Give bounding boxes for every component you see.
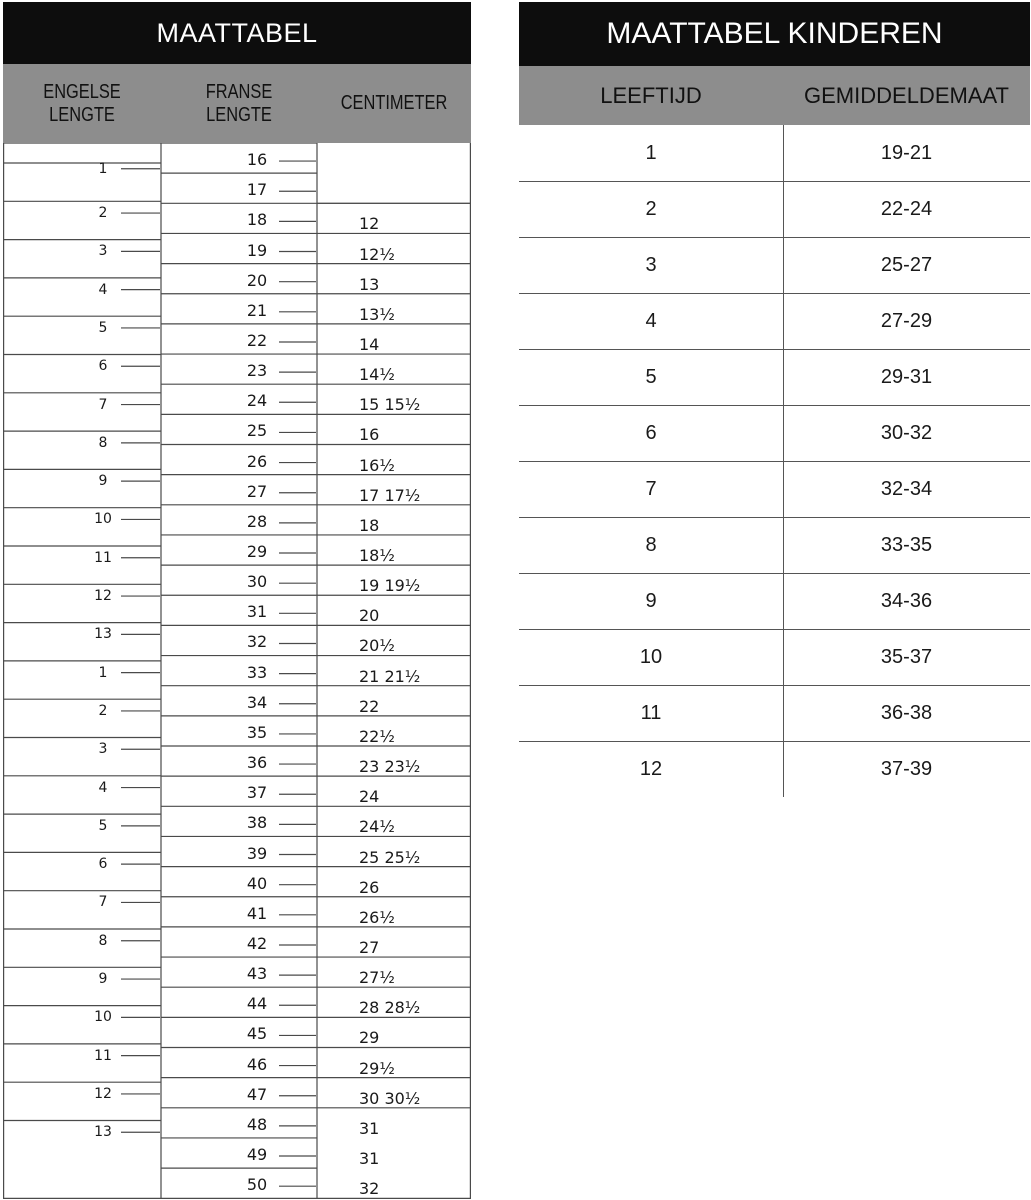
centimeter-cell: 12½ [359,244,395,264]
table-row [519,629,1030,686]
age-cell: 1 [645,141,657,164]
table-row [519,405,1030,462]
franse-size-cell: 27 [246,481,268,501]
engelse-size-cell: 1 [98,160,108,177]
age-cell: 3 [645,253,657,276]
size-cell: 30-32 [880,421,933,444]
centimeter-cell: 13 [359,274,380,294]
size-cell: 27-29 [880,309,933,332]
franse-size-cell: 45 [246,1024,268,1044]
centimeter-cell: 31 [359,1118,380,1138]
centimeter-cell: 30 30½ [359,1088,421,1108]
engelse-size-cell: 10 [94,1009,112,1026]
table-row [519,461,1030,518]
engelse-size-cell: 9 [98,473,108,490]
age-cell: 10 [639,645,663,668]
franse-size-cell: 22 [246,330,268,350]
franse-size-cell: 41 [246,903,268,923]
engelse-size-cell: 5 [98,319,108,336]
centimeter-cell: 22½ [359,726,395,746]
size-chart-header [3,64,471,143]
franse-size-cell: 43 [246,964,268,984]
engelse-size-cell: 12 [94,1085,112,1102]
age-cell: 2 [645,197,657,220]
size-cell: 36-38 [880,701,933,724]
centimeter-cell: 29½ [359,1058,395,1078]
franse-size-cell: 40 [246,873,268,893]
franse-size-cell: 34 [246,692,268,712]
engelse-size-cell: 6 [98,358,108,375]
engelse-size-cell: 4 [98,281,108,298]
size-chart-body [3,143,471,1199]
engelse-size-cell: 10 [94,511,112,528]
table-row [519,685,1030,742]
franse-size-cell: 25 [246,421,268,441]
franse-size-cell: 35 [246,722,268,742]
franse-size-cell: 21 [246,300,268,320]
age-cell: 7 [645,477,657,500]
centimeter-cell: 25 25½ [359,847,421,867]
engelse-size-cell: 6 [98,856,108,873]
franse-size-cell: 23 [246,361,268,381]
centimeter-cell: 16 [359,425,380,445]
size-cell: 33-35 [880,533,933,556]
franse-size-cell: 30 [246,572,268,592]
age-cell: 6 [645,421,657,444]
kids-column-divider [783,125,784,797]
table-row [519,741,1030,797]
franse-size-cell: 42 [246,933,268,953]
franse-size-cell: 38 [246,813,268,833]
engelse-size-cell: 2 [98,702,108,719]
header-engelse-lengte: ENGELSE LENGTE [43,80,121,126]
age-cell: 4 [645,309,657,332]
franse-size-cell: 44 [246,994,268,1014]
centimeter-cell: 18½ [359,546,395,566]
franse-size-cell: 28 [246,511,268,531]
engelse-size-cell: 9 [98,971,108,988]
engelse-size-cell: 13 [94,1124,112,1141]
franse-size-cell: 36 [246,753,268,773]
centimeter-cell: 31 [359,1149,380,1169]
size-cell: 25-27 [880,253,933,276]
franse-size-cell: 46 [246,1054,268,1074]
header-centimeter: CENTIMETER [340,92,448,114]
header-franse-lengte: FRANSE LENGTE [205,80,273,126]
table-row [519,517,1030,574]
centimeter-cell: 29 [359,1028,380,1048]
table-row [519,293,1030,350]
size-cell: 32-34 [880,477,933,500]
engelse-size-cell: 3 [98,243,108,260]
header-leeftijd: LEEFTIJD [600,82,702,108]
centimeter-cell: 21 21½ [359,666,421,686]
engelse-size-cell: 7 [98,396,108,413]
centimeter-cell: 32 [359,1179,380,1199]
size-cell: 22-24 [880,197,933,220]
size-cell: 29-31 [880,365,933,388]
franse-size-cell: 19 [246,240,268,260]
franse-size-cell: 17 [246,180,268,200]
centimeter-cell: 20½ [359,636,395,656]
franse-size-cell: 29 [246,542,268,562]
header-gemiddeldemaat: GEMIDDELDEMAAT [804,82,1009,108]
centimeter-cell: 24½ [359,817,395,837]
age-cell: 9 [645,589,657,612]
franse-size-cell: 24 [246,391,268,411]
franse-size-cell: 16 [246,150,268,170]
franse-size-cell: 31 [246,602,268,622]
franse-size-cell: 47 [246,1084,268,1104]
centimeter-cell: 19 19½ [359,576,421,596]
age-cell: 8 [645,533,657,556]
centimeter-cell: 18 [359,515,380,535]
centimeter-cell: 17 17½ [359,485,421,505]
centimeter-cell [359,184,479,204]
centimeter-cell [359,154,479,174]
table-row [519,181,1030,238]
engelse-size-cell: 13 [94,626,112,643]
table-row [519,237,1030,294]
size-cell: 37-39 [880,757,933,780]
centimeter-cell: 27½ [359,968,395,988]
engelse-size-cell: 2 [98,205,108,222]
centimeter-cell: 20 [359,606,380,626]
engelse-size-cell: 11 [94,1047,112,1064]
age-cell: 11 [640,701,662,724]
engelse-size-cell: 12 [94,588,112,605]
engelse-size-cell: 1 [98,664,108,681]
table-row [519,349,1030,406]
franse-size-cell: 33 [246,662,268,682]
engelse-size-cell: 3 [98,741,108,758]
engelse-size-cell: 11 [94,549,112,566]
kids-chart-title: MAATTABEL KINDEREN [519,2,1030,66]
franse-size-cell: 50 [246,1175,268,1195]
centimeter-cell: 13½ [359,304,395,324]
engelse-size-cell: 5 [98,817,108,834]
centimeter-cell: 14½ [359,365,395,385]
franse-size-cell: 20 [246,270,268,290]
engelse-size-cell: 8 [98,434,108,451]
franse-size-cell: 49 [246,1145,268,1165]
table-row [519,573,1030,630]
franse-size-cell: 18 [246,210,268,230]
engelse-size-cell: 4 [98,779,108,796]
kids-size-table [519,2,1030,802]
franse-size-cell: 39 [246,843,268,863]
size-cell: 19-21 [880,141,933,164]
centimeter-cell: 15 15½ [359,395,421,415]
franse-size-cell: 48 [246,1114,268,1134]
centimeter-cell: 28 28½ [359,998,421,1018]
size-chart-table [3,2,471,1199]
centimeter-cell: 27 [359,937,380,957]
centimeter-cell: 22 [359,696,380,716]
franse-size-cell: 26 [246,451,268,471]
engelse-size-cell: 8 [98,932,108,949]
size-chart-title: MAATTABEL [3,2,471,64]
table-row [519,125,1030,182]
centimeter-cell: 26 [359,877,380,897]
centimeter-cell: 16½ [359,455,395,475]
age-cell: 5 [645,365,657,388]
kids-chart-header [519,66,1030,125]
size-cell: 35-37 [880,645,933,668]
franse-size-cell: 37 [246,783,268,803]
centimeter-cell: 24 [359,787,380,807]
size-cell: 34-36 [880,589,933,612]
centimeter-cell: 23 23½ [359,757,421,777]
engelse-size-cell: 7 [98,894,108,911]
age-cell: 12 [639,757,663,780]
centimeter-cell: 26½ [359,907,395,927]
centimeter-cell: 12 [359,214,380,234]
franse-size-cell: 32 [246,632,268,652]
centimeter-cell: 14 [359,334,380,354]
